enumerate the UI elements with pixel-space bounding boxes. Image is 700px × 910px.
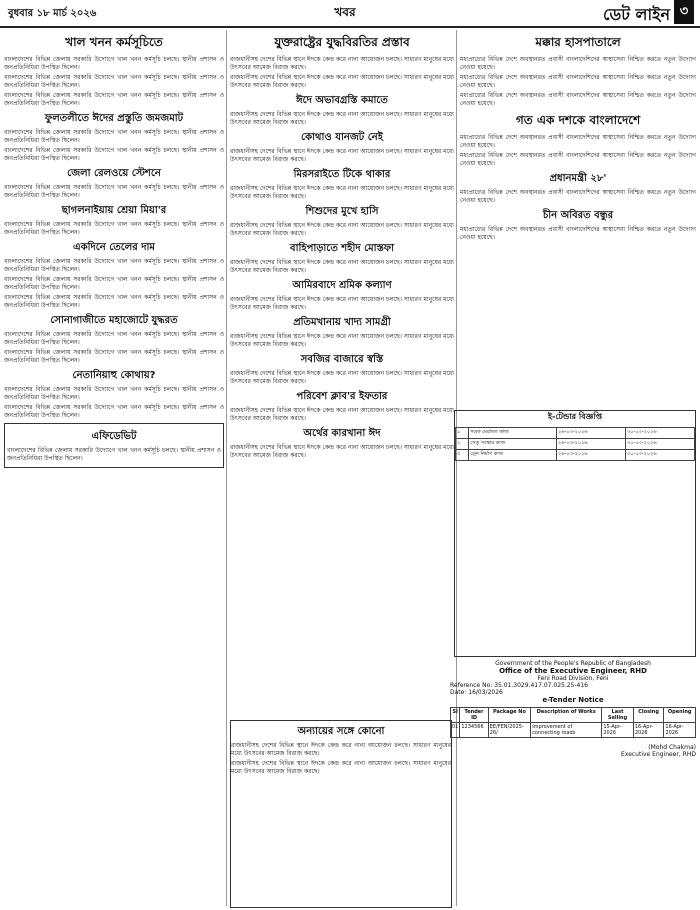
headline: প্রতিমখানায় খাদ্য সামগ্রী	[293, 317, 391, 328]
table-cell: ৩০-০৩-২০২৬	[625, 450, 694, 461]
article-body: রাজধানীসহ দেশের বিভিন্ন স্থানে ঈদকে কেন্দ্র করে নানা আয়োজন চলছে। সাধারণ মানুষের মধ্যে উৎসবের আমেজ বিরাজ করছে।	[230, 333, 454, 348]
headline: সবজির বাজারে স্বস্তি	[300, 354, 384, 365]
article-body: রাজধানীসহ দেশের বিভিন্ন স্থানে ঈদকে কেন্দ্র করে নানা আয়োজন চলছে। সাধারণ মানুষের মধ্যে উৎসবের আমেজ বিরাজ করছে।	[230, 74, 454, 89]
article-body: রাজধানীসহ দেশের বিভিন্ন স্থানে ঈদকে কেন্দ্র করে নানা আয়োজন চলছে। সাধারণ মানুষের মধ্যে উৎসবের আমেজ বিরাজ করছে।	[230, 185, 454, 200]
column-1	[4, 30, 224, 906]
division-name: Feni Road Division, Feni	[537, 675, 609, 682]
article-body: রাজধানীসহ দেশের বিভিন্ন স্থানে ঈদকে কেন্দ্র করে নানা আয়োজন চলছে। সাধারণ মানুষের মধ্যে উৎসবের আমেজ বিরাজ করছে।	[230, 444, 454, 459]
table-cell: ৩০-০৩-২০২৬	[625, 428, 694, 439]
article-body: বাংলাদেশের বিভিন্ন জেলায় সরকারি উদ্যোগে খাল খনন কর্মসূচি চলছে। স্থানীয় প্রশাসন ও জনপ্রতিনিধিরা উপস্থিত ছিলেন।	[4, 258, 224, 273]
article-body: মধ্যপ্রাচ্যের বিভিন্ন দেশে অবস্থানরত প্রবাসী বাংলাদেশিদের স্বাস্থ্যসেবা নিশ্চিত করতে নতুন উদ্যোগ নেওয়া হয়েছে।	[460, 226, 696, 241]
page-header	[0, 0, 700, 28]
section-name: খবর	[334, 5, 356, 19]
article-body: মধ্যপ্রাচ্যের বিভিন্ন দেশে অবস্থানরত প্রবাসী বাংলাদেশিদের স্বাস্থ্যসেবা নিশ্চিত করতে নতুন উদ্যোগ নেওয়া হয়েছে।	[460, 92, 696, 107]
reference-no: Reference No: 35.01.3029.417.07.025.25-416	[450, 682, 588, 689]
table-row	[456, 428, 695, 439]
article-body: বাংলাদেশের বিভিন্ন জেলায় সরকারি উদ্যোগে খাল খনন কর্মসূচি চলছে। স্থানীয় প্রশাসন ও জনপ্রতিনিধিরা উপস্থিত ছিলেন।	[4, 349, 224, 364]
table-cell: 01	[451, 723, 460, 738]
table-cell: সেতু সংস্কার কাজ	[469, 439, 557, 450]
article-body: বাংলাদেশের বিভিন্ন জেলায় সরকারি উদ্যোগে খাল খনন কর্মসূচি চলছে। স্থানীয় প্রশাসন ও জনপ্রতিনিধিরা উপস্থিত ছিলেন।	[4, 404, 224, 419]
gov-tender-table	[450, 707, 696, 738]
headline: জেলা রেলওয়ে স্টেশনে	[67, 168, 161, 179]
notice-title: e-Tender Notice	[542, 696, 604, 704]
article-body: বাংলাদেশের বিভিন্ন জেলায় সরকারি উদ্যোগে খাল খনন কর্মসূচি চলছে। স্থানীয় প্রশাসন ও জনপ্রতিনিধিরা উপস্থিত ছিলেন।	[4, 184, 224, 199]
table-cell: ড্রেন নির্মাণ কাজ	[469, 450, 557, 461]
gov-tender-notice	[450, 660, 696, 906]
column-header: Closing	[633, 708, 664, 723]
table-cell: ২৬-০৩-২০২৬	[557, 428, 626, 439]
article-body: রাজধানীসহ দেশের বিভিন্ন স্থানে ঈদকে কেন্দ্র করে নানা আয়োজন চলছে। সাধারণ মানুষের মধ্যে উৎসবের আমেজ বিরাজ করছে।	[230, 259, 454, 274]
affidavit-box	[4, 423, 224, 468]
article-body: রাজধানীসহ দেশের বিভিন্ন স্থানে ঈদকে কেন্দ্র করে নানা আয়োজন চলছে। সাধারণ মানুষের মধ্যে উৎসবের আমেজ বিরাজ করছে।	[230, 370, 454, 385]
column-header: Description of Works	[531, 708, 602, 723]
headline: কোথাও যানজট নেই	[301, 132, 383, 143]
headline: শিশুদের মুখে হাসি	[305, 206, 379, 217]
headline: খাল খনন কর্মসূচিতে	[65, 35, 163, 49]
article-body: মধ্যপ্রাচ্যের বিভিন্ন দেশে অবস্থানরত প্রবাসী বাংলাদেশিদের স্বাস্থ্যসেবা নিশ্চিত করতে নতুন উদ্যোগ নেওয়া হয়েছে।	[460, 152, 696, 167]
headline: ফুলতলীতে ঈদের প্রস্তুতি জমজমাট	[44, 113, 184, 124]
article-body: মধ্যপ্রাচ্যের বিভিন্ন দেশে অবস্থানরত প্রবাসী বাংলাদেশিদের স্বাস্থ্যসেবা নিশ্চিত করতে নতুন উদ্যোগ নেওয়া হয়েছে।	[460, 189, 696, 204]
headline: বাহিপাড়াতে শহীদ মোস্তফা	[290, 243, 394, 254]
headline: সোনাগাজীতে মহাজোটে যুদ্ধরত	[50, 315, 178, 326]
table-cell: ২৬-০৩-২০২৬	[557, 439, 626, 450]
headline: একদিনে তেলের দাম	[73, 242, 155, 253]
column-header: Last Selling	[602, 708, 634, 723]
notice-table	[455, 427, 695, 461]
article-body: রাজধানীসহ দেশের বিভিন্ন স্থানে ঈদকে কেন্দ্র করে নানা আয়োজন চলছে। সাধারণ মানুষের মধ্যে উৎসবের আমেজ বিরাজ করছে।	[231, 760, 451, 775]
headline: নেতানিয়াহু কোথায়?	[72, 370, 156, 381]
column-2	[230, 30, 454, 716]
article-body: রাজধানীসহ দেশের বিভিন্ন স্থানে ঈদকে কেন্দ্র করে নানা আয়োজন চলছে। সাধারণ মানুষের মধ্যে উৎসবের আমেজ বিরাজ করছে।	[231, 742, 451, 757]
article-body: রাজধানীসহ দেশের বিভিন্ন স্থানে ঈদকে কেন্দ্র করে নানা আয়োজন চলছে। সাধারণ মানুষের মধ্যে উৎসবের আমেজ বিরাজ করছে।	[230, 111, 454, 126]
headline: চীন অবিরত বন্ধুর	[542, 210, 614, 221]
headline: যুক্তরাষ্ট্রের যুদ্ধবিরতির প্রস্তাব	[274, 35, 410, 49]
masthead-logo: ডেট লাইন	[603, 5, 670, 24]
headline: অর্থের কারখানা ঈদ	[303, 428, 381, 439]
article-body: বাংলাদেশের বিভিন্ন জেলায় সরকারি উদ্যোগে খাল খনন কর্মসূচি চলছে। স্থানীয় প্রশাসন ও জনপ্রতিনিধিরা উপস্থিত ছিলেন।	[4, 147, 224, 162]
headline: মিরসরাইতে টিকে থাকার	[293, 169, 391, 180]
article-body: বাংলাদেশের বিভিন্ন জেলায় সরকারি উদ্যোগে খাল খনন কর্মসূচি চলছে। স্থানীয় প্রশাসন ও জনপ্রতিনিধিরা উপস্থিত ছিলেন।	[4, 386, 224, 401]
article-body: মধ্যপ্রাচ্যের বিভিন্ন দেশে অবস্থানরত প্রবাসী বাংলাদেশিদের স্বাস্থ্যসেবা নিশ্চিত করতে নতুন উদ্যোগ নেওয়া হয়েছে।	[460, 56, 696, 71]
table-cell: ৩	[456, 450, 469, 461]
notice-date: Date: 16/03/2026	[450, 689, 503, 696]
column-header: Package No	[488, 708, 530, 723]
article-body: রাজধানীসহ দেশের বিভিন্ন স্থানে ঈদকে কেন্দ্র করে নানা আয়োজন চলছে। সাধারণ মানুষের মধ্যে উৎসবের আমেজ বিরাজ করছে।	[230, 296, 454, 311]
article-box	[230, 720, 452, 908]
article-body: বাংলাদেশের বিভিন্ন জেলায় সরকারি উদ্যোগে খাল খনন কর্মসূচি চলছে। স্থানীয় প্রশাসন ও জনপ্রতিনিধিরা উপস্থিত ছিলেন।	[4, 331, 224, 346]
table-cell: 16-Apr-2026	[633, 723, 664, 738]
page-number: ৩	[674, 0, 694, 24]
column-header: Opening	[664, 708, 696, 723]
headline: প্রধানমন্ত্রী ২৮'	[549, 173, 607, 184]
table-cell: EE/FEN/2025-26/	[488, 723, 530, 738]
article-body: রাজধানীসহ দেশের বিভিন্ন স্থানে ঈদকে কেন্দ্র করে নানা আয়োজন চলছে। সাধারণ মানুষের মধ্যে উৎসবের আমেজ বিরাজ করছে।	[230, 407, 454, 422]
column-header: Sl	[451, 708, 460, 723]
article-body: রাজধানীসহ দেশের বিভিন্ন স্থানে ঈদকে কেন্দ্র করে নানা আয়োজন চলছে। সাধারণ মানুষের মধ্যে উৎসবের আমেজ বিরাজ করছে।	[230, 56, 454, 71]
table-row	[456, 439, 695, 450]
article-body: মধ্যপ্রাচ্যের বিভিন্ন দেশে অবস্থানরত প্রবাসী বাংলাদেশিদের স্বাস্থ্যসেবা নিশ্চিত করতে নতুন উদ্যোগ নেওয়া হয়েছে।	[460, 74, 696, 89]
article-body: বাংলাদেশের বিভিন্ন জেলায় সরকারি উদ্যোগে খাল খনন কর্মসূচি চলছে। স্থানীয় প্রশাসন ও জনপ্রতিনিধিরা উপস্থিত ছিলেন।	[4, 92, 224, 107]
article-body: বাংলাদেশের বিভিন্ন জেলায় সরকারি উদ্যোগে খাল খনন কর্মসূচি চলছে। স্থানীয় প্রশাসন ও জনপ্রতিনিধিরা উপস্থিত ছিলেন।	[4, 276, 224, 291]
gov-line: Government of the People's Republic of Bangladesh	[495, 660, 651, 667]
table-cell: 1234566	[460, 723, 488, 738]
table-cell: ২	[456, 439, 469, 450]
article-body: বাংলাদেশের বিভিন্ন জেলায় সরকারি উদ্যোগে খাল খনন কর্মসূচি চলছে। স্থানীয় প্রশাসন ও জনপ্রতিনিধিরা উপস্থিত ছিলেন।	[4, 294, 224, 309]
table-cell: 15-Apr-2026	[602, 723, 634, 738]
article-body: মধ্যপ্রাচ্যের বিভিন্ন দেশে অবস্থানরত প্রবাসী বাংলাদেশিদের স্বাস্থ্যসেবা নিশ্চিত করতে নতুন উদ্যোগ নেওয়া হয়েছে।	[460, 134, 696, 149]
table-cell: ১	[456, 428, 469, 439]
table-row	[456, 450, 695, 461]
article-body: বাংলাদেশের বিভিন্ন জেলায় সরকারি উদ্যোগে খাল খনন কর্মসূচি চলছে। স্থানীয় প্রশাসন ও জনপ্রতিনিধিরা উপস্থিত ছিলেন।	[4, 56, 224, 71]
notice-title: ই-টেন্ডার বিজ্ঞপ্তি	[547, 412, 603, 421]
article-body: রাজধানীসহ দেশের বিভিন্ন স্থানে ঈদকে কেন্দ্র করে নানা আয়োজন চলছে। সাধারণ মানুষের মধ্যে উৎসবের আমেজ বিরাজ করছে।	[230, 148, 454, 163]
table-cell: 16-Apr-2026	[664, 723, 696, 738]
signer-title: Executive Engineer, RHD	[621, 751, 696, 758]
headline: মক্কার হাসপাতালে	[535, 35, 621, 49]
headline: অন্যায়ের সঙ্গে কোনো	[297, 726, 385, 737]
headline: গত এক দশকে বাংলাদেশে	[515, 113, 641, 127]
table-cell: ৩০-০৩-২০২৬	[625, 439, 694, 450]
article-body: রাজধানীসহ দেশের বিভিন্ন স্থানে ঈদকে কেন্দ্র করে নানা আয়োজন চলছে। সাধারণ মানুষের মধ্যে উৎসবের আমেজ বিরাজ করছে।	[230, 222, 454, 237]
tender-notice-bangla	[454, 410, 696, 657]
article-body: বাংলাদেশের বিভিন্ন জেলায় সরকারি উদ্যোগে খাল খনন কর্মসূচি চলছে। স্থানীয় প্রশাসন ও জনপ্রতিনিধিরা উপস্থিত ছিলেন।	[4, 74, 224, 89]
table-cell: Improvement of connecting roads	[531, 723, 602, 738]
headline: আমিরবাদে শ্রমিক কল্যাণ	[292, 280, 392, 291]
office-name: Office of the Executive Engineer, RHD	[499, 667, 647, 675]
article-body: বাংলাদেশের বিভিন্ন জেলায় সরকারি উদ্যোগে খাল খনন কর্মসূচি চলছে। স্থানীয় প্রশাসন ও জনপ্রতিনিধিরা উপস্থিত ছিলেন।	[4, 129, 224, 144]
article-body: বাংলাদেশের বিভিন্ন জেলায় সরকারি উদ্যোগে খাল খনন কর্মসূচি চলছে। স্থানীয় প্রশাসন ও জনপ্রতিনিধিরা উপস্থিত ছিলেন।	[4, 221, 224, 236]
headline: পরিবেশ ক্লাব'র ইফতার	[296, 391, 388, 402]
affidavit-title: এফিডেভিট	[91, 431, 137, 442]
article-body: বাংলাদেশের বিভিন্ন জেলায় সরকারি উদ্যোগে খাল খনন কর্মসূচি চলছে। স্থানীয় প্রশাসন ও জনপ্রতিনিধিরা উপস্থিত ছিলেন।	[7, 447, 221, 462]
table-cell: সড়ক মেরামত কাজ	[469, 428, 557, 439]
table-cell: ২৬-০৩-২০২৬	[557, 450, 626, 461]
column-header: Tender ID	[460, 708, 488, 723]
signer-name: (Mohd Chakma)	[648, 744, 696, 751]
headline: ছাগলনাইয়ায় শ্রেয়া মিয়া'র	[61, 205, 167, 216]
column-3	[460, 30, 696, 380]
issue-date: বুধবার ১৮ মার্চ ২০২৬	[8, 8, 97, 19]
headline: ঈদে অভাবগ্রস্তি কমাতে	[296, 95, 388, 106]
